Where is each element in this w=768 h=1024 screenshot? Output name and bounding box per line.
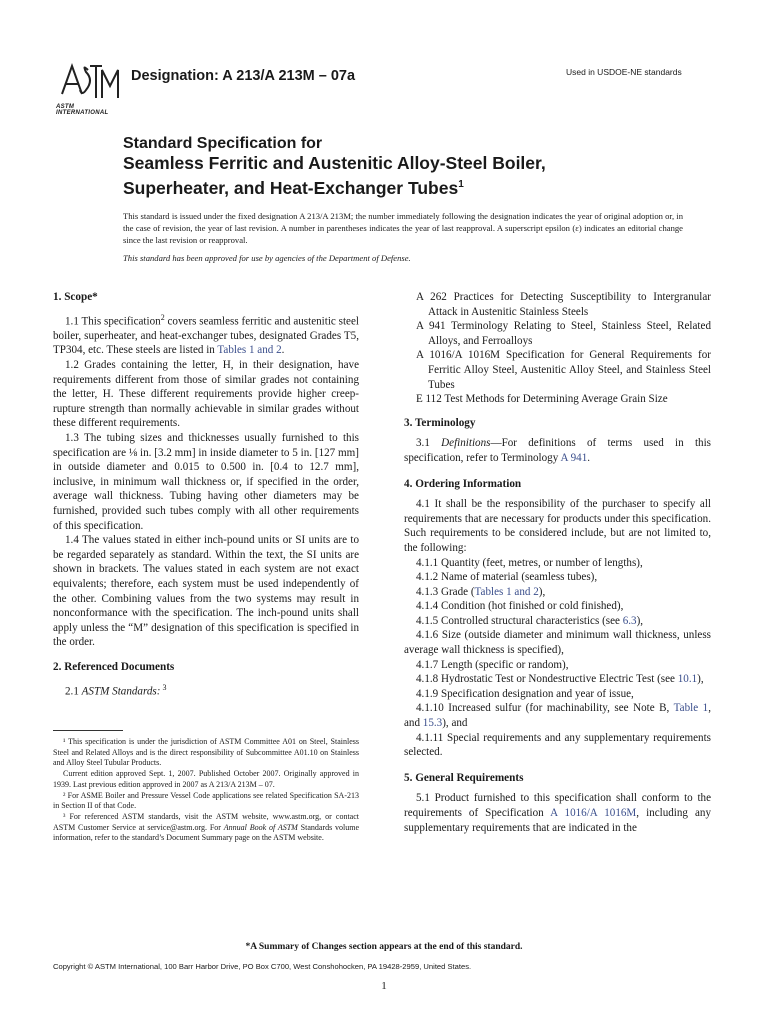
para-1-1: 1.1 This specification$^2$ covers seamless ferritic and austenitic steel boiler, superheater, and heat-exchanger tubes, designated Grades T5, TP304, etc. These steels are listed in Tables 1 and 2. [53, 312, 359, 357]
copyright: Copyright © ASTM International, 100 Barr Harbor Drive, PO Box C700, West Conshohocken, PA 19428-2959, United States. [53, 962, 472, 971]
tables-link[interactable]: Tables 1 and 2 [217, 344, 282, 357]
ref-a262: A 262 Practices for Detecting Susceptibility to Intergranular Attack in Austenitic Stainless Steels [416, 291, 711, 318]
item-4-1-3: 4.1.3 Grade (Tables 1 and 2), [416, 585, 546, 598]
para-2-1: 2.1 ASTM Standards: $^3$ [65, 682, 167, 698]
para-1-2: 1.2 Grades containing the letter, H, in their designation, have requirements different from those of similar grades not containing the letter, H. These different requirements provide higher creep-rupture strength than normally achievable in similar grades without these different requirements. [53, 359, 359, 430]
summary-note: *A Summary of Changes section appears at the end of this standard. [245, 942, 523, 952]
para-3-1: 3.1 Definitions—For definitions of terms used in this specification, refer to Terminology A 941. [404, 437, 711, 464]
page-number: 1 [381, 980, 387, 992]
ref-a1016: A 1016/A 1016M Specification for General Requirements for Ferritic Alloy Steel, Austenitic Alloy Steel, and Stainless Steel Tubes [416, 349, 711, 391]
left-column [53, 290, 359, 699]
footnote-2: ² For ASME Boiler and Pressure Vessel Code applications see related Specification SA-213 in Section II of that Code. [53, 790, 359, 811]
a941-link[interactable]: A 941 [560, 451, 588, 464]
terminology-heading: 3. Terminology [404, 416, 476, 429]
title-line-1: Standard Specification for [123, 135, 323, 152]
para-1-3: 1.3 The tubing sizes and thicknesses usually furnished to this specification are ⅛ in. [3.2 mm] in inside diameter to 5 in. [127 mm] in outside diameter and 0.015 to 0.500 in. [0.4 to 12.7 mm], inclusive, in minimum wall thickness or, if specified in the order, average wall thickness. Tubing having other diameters may be furnished, provided such tubes comply with all other requirements of this specification. [53, 432, 359, 532]
logo-text: ASTM INTERNATIONAL [56, 104, 109, 116]
footnote-3: ³ For referenced ASTM standards, visit the ASTM website, www.astm.org, or contact ASTM Customer Service at service@astm.org. For Annual Book of ASTM Standards volume information, refer to the standard’s Document Summary page on the ASTM website. [53, 811, 360, 843]
footnote-divider [53, 730, 123, 731]
item-4-1-2: 4.1.2 Name of material (seamless tubes), [416, 571, 598, 584]
para-4-1: 4.1 It shall be the responsibility of the purchaser to specify all requirements that are necessary for products under this specification. Such requirements to be considered include, but are not limited to, the following: [404, 498, 711, 554]
table-1-link[interactable]: Table 1 [673, 702, 709, 715]
used-in-note: Used in USDOE-NE standards [566, 67, 682, 77]
item-4-1-6: 4.1.6 Size (outside diameter and minimum wall thickness, unless average wall thickness is specified), [404, 629, 711, 657]
item-4-1-9: 4.1.9 Specification designation and year of issue, [416, 687, 634, 700]
scope-heading: 1. Scope* [53, 291, 98, 303]
title-footnote-mark: 1 [458, 179, 464, 190]
issue-note: This standard is issued under the fixed designation A 213/A 213M; the number immediately following the designation indicates the year of original adoption or, in the case of revision, the year of last revision. A number in parentheses indicates the year of last reapproval. A superscript epsilon (ε) indicates an editorial change since the last revision or reapproval. [123, 211, 683, 245]
item-4-1-5: 4.1.5 Controlled structural characteristics (see 6.3), [416, 614, 644, 627]
item-4-1-11: 4.1.11 Special requirements and any supplementary requirements selected. [404, 731, 711, 759]
astm-logo [56, 60, 126, 116]
section-10-1-link[interactable]: 10.1 [677, 673, 698, 686]
item-4-1-1: 4.1.1 Quantity (feet, metres, or number of lengths), [416, 556, 643, 569]
dod-note: This standard has been approved for use by agencies of the Department of Defense. [123, 253, 411, 263]
footnote-1: ¹ This specification is under the jurisdiction of ASTM Committee A01 on Steel, Stainless Steel and Related Alloys and is the direct responsibility of Subcommittee A01.10 on Stainless and Alloy Steel Tubular Products. [53, 737, 359, 768]
ref-a941: A 941 Terminology Relating to Steel, Stainless Steel, Related Alloys, and Ferroalloys [416, 320, 711, 347]
page-title [123, 153, 643, 199]
para-1-4: 1.4 The values stated in either inch-pound units or SI units are to be regarded separately as standard. Within the text, the SI units are shown in brackets. The values stated in each system are not exact equivalents; therefore, each system must be used independently of the other. Combining values from the two systems may result in nonconformance with the specification. The inch-pound units shall apply unless the “M” designation of this specification is specified in the order. [53, 534, 359, 649]
footnote-1b: Current edition approved Sept. 1, 2007. Published October 2007. Originally approved in 1939. Last previous edition approved in 2007 as A 213/A 213M – 07. [53, 769, 359, 789]
ordering-information-heading: 4. Ordering Information [404, 477, 522, 490]
footnotes [53, 737, 359, 844]
section-6-3-link[interactable]: 6.3 [622, 614, 637, 627]
item-4-1-4: 4.1.4 Condition (hot finished or cold finished), [416, 600, 624, 613]
right-column [404, 290, 711, 835]
item-4-1-7: 4.1.7 Length (specific or random), [416, 658, 569, 671]
item-4-1-8: 4.1.8 Hydrostatic Test or Nondestructive Electric Test (see 10.1), [416, 673, 704, 686]
title-line-3 [123, 174, 643, 199]
general-requirements-heading: 5. General Requirements [404, 771, 524, 784]
ref-e112: E 112 Test Methods for Determining Average Grain Size [416, 393, 668, 406]
a1016-link[interactable]: A 1016/A 1016M [550, 807, 637, 819]
title-line-2: Seamless Ferritic and Austenitic Alloy-Steel Boiler, [123, 153, 546, 173]
section-15-3-link[interactable]: 15.3 [422, 717, 443, 730]
item-4-1-10: 4.1.10 Increased sulfur (for machinability, see Note B, Table 1, and 15.3), and [404, 702, 711, 730]
referenced-documents-heading: 2. Referenced Documents [53, 660, 175, 673]
designation: Designation: A 213/A 213M – 07a [131, 68, 356, 84]
tables-link[interactable]: Tables 1 and 2 [474, 585, 539, 598]
para-5-1: 5.1 Product furnished to this specification shall conform to the requirements of Specification A 1016/A 1016M, including any supplementary requirements that are indicated in the [404, 792, 712, 834]
title-line-3-text: Superheater, and Heat-Exchanger Tubes [123, 177, 459, 198]
